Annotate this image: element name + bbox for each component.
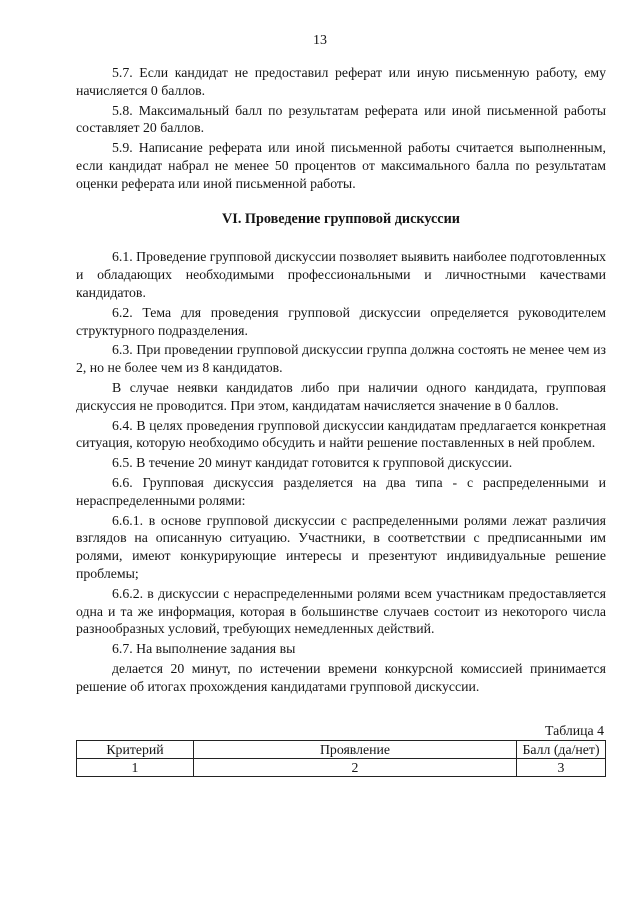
paragraph-6-6-1: 6.6.1. в основе групповой дискуссии с распределенными ролями лежат различия взглядов на описанную ситуацию. Участники, в соответствии с предписанными им ролями, имеют конкурирующие интересы и презентуют индивидуальные решение проблемы;	[76, 512, 606, 581]
paragraph-5-7: 5.7. Если кандидат не предоставил реферат или иную письменную работу, ему начисляется 0 баллов.	[76, 65, 606, 98]
paragraph-6-1: 6.1. Проведение групповой дискуссии позволяет выявить наиболее подготовленных и обладающих необходимыми профессиональными и личностными качествами кандидатов.	[76, 249, 606, 300]
header-score: Балл (да/нет)	[517, 741, 606, 759]
paragraph-6-7: 6.7. На выполнение задания вы	[112, 641, 296, 657]
paragraph-6-7-cont: делается 20 минут, по истечении времени конкурсной комиссией принимается решение об итогах прохождения кандидатами групповой дискуссии.	[76, 660, 606, 694]
table-header-row	[77, 741, 606, 759]
paragraph-6-6: 6.6. Групповая дискуссия разделяется на два типа - с распределенными и нераспределенными ролями:	[76, 474, 606, 508]
table-row	[77, 759, 606, 777]
paragraph-6-2: 6.2. Тема для проведения групповой дискуссии определяется руководителем структурного подразделения.	[76, 304, 606, 338]
document-body	[76, 64, 606, 777]
table-cell: 2	[194, 759, 517, 777]
table-caption: Таблица 4	[544, 722, 604, 738]
paragraph-5-8: 5.8. Максимальный балл по результатам реферата или иной письменной работы составляет 20 баллов.	[76, 102, 606, 136]
table-cell: 1	[77, 759, 194, 777]
paragraph-6-6-2: 6.6.2. в дискуссии с нераспределенными ролями всем участникам предоставляется одна и та же информация, которая в большинстве случаев состоит из некоторого числа разнообразных условий, требующих немедленных действий.	[76, 585, 606, 637]
header-criterion: Критерий	[77, 741, 194, 759]
page-number: 13	[313, 33, 327, 48]
paragraph-absence: В случае неявки кандидатов либо при наличии одного кандидата, групповая дискуссия не проводится. При этом, кандидатам начисляется значение в 0 баллов.	[76, 379, 606, 413]
paragraph-5-9: 5.9. Написание реферата или иной письменной работы считается выполненным, если кандидат набрал не менее 50 процентов от максимального балла по результатам оценки реферата или иной письменной работы.	[76, 140, 606, 191]
section-title: VI. Проведение групповой дискуссии	[222, 210, 460, 227]
header-manifestation: Проявление	[194, 741, 517, 759]
paragraph-6-4: 6.4. В целях проведения групповой дискуссии кандидатам предлагается конкретная ситуация, которую необходимо обсудить и найти решение поставленных в ней проблем.	[76, 417, 606, 451]
table-cell: 3	[517, 759, 606, 777]
paragraph-6-5: 6.5. В течение 20 минут кандидат готовится к групповой дискуссии.	[112, 455, 513, 471]
paragraph-6-3: 6.3. При проведении групповой дискуссии группа должна состоять не менее чем из 2, но не более чем из 8 кандидатов.	[76, 342, 606, 376]
criteria-table	[76, 740, 606, 777]
